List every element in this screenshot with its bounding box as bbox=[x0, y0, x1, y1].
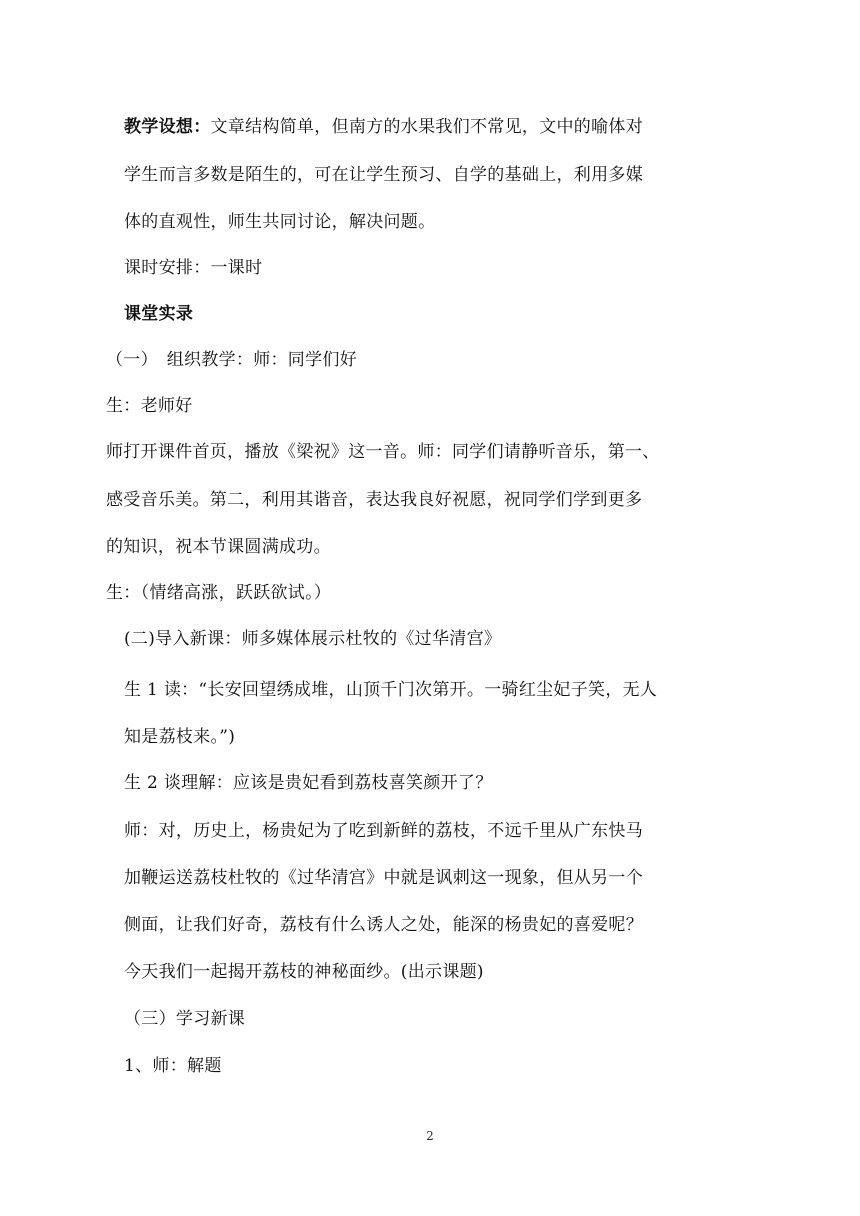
student-1-line-2: 知是荔枝来。”) bbox=[124, 727, 236, 747]
section-1-title: （一） 组织教学：师：同学们好 bbox=[106, 350, 357, 370]
teacher-line-2: 加鞭运送荔枝杜牧的《过华清宫》中就是讽刺这一现象，但从另一个 bbox=[124, 868, 643, 888]
section-3-title: （三）学习新课 bbox=[124, 1009, 246, 1029]
section-1-para-line-2: 感受音乐美。第二，利用其谐音，表达我良好祝愿，祝同学们学到更多 bbox=[106, 490, 643, 510]
record-heading: 课堂实录 bbox=[124, 304, 194, 324]
student-response: 生：（情绪高涨，跃跃欲试。） bbox=[106, 583, 332, 603]
teacher-line-1: 师：对，历史上，杨贵妃为了吃到新鲜的荔枝，不远千里从广东快马 bbox=[124, 821, 643, 841]
design-text-1: 文章结构简单，但南方的水果我们不常见，文中的喻体对 bbox=[210, 117, 643, 137]
section-1-para-line-3: 的知识，祝本节课圆满成功。 bbox=[106, 537, 331, 557]
schedule-line: 课时安排：一课时 bbox=[124, 258, 263, 278]
section-3-item-1: 1、师：解题 bbox=[124, 1056, 222, 1076]
design-line-2: 学生而言多数是陌生的，可在让学生预习、自学的基础上，利用多媒 bbox=[124, 165, 643, 185]
student-1-line-1: 生 1 读：“长安回望绣成堆，山顶千门次第开。一骑红尘妃子笑，无人 bbox=[124, 680, 658, 700]
student-2-line: 生 2 谈理解：应该是贵妃看到荔枝喜笑颜开了？ bbox=[124, 773, 493, 793]
page-number: 2 bbox=[426, 1129, 434, 1143]
design-line-3: 体的直观性，师生共同讨论，解决问题。 bbox=[124, 212, 436, 232]
section-2-title: (二)导入新课：师多媒体展示杜牧的《过华清宫》 bbox=[124, 629, 502, 649]
teacher-line-3: 侧面，让我们好奇，荔枝有什么诱人之处，能深的杨贵妃的喜爱呢？ bbox=[124, 915, 643, 935]
design-label: 教学设想： bbox=[124, 117, 211, 137]
design-line-1 bbox=[124, 116, 643, 138]
section-1-para-line-1: 师打开课件首页，播放《梁祝》这一音。师：同学们请静听音乐，第一、 bbox=[106, 442, 660, 462]
teacher-line-4: 今天我们一起揭开荔枝的神秘面纱。(出示课题) bbox=[124, 962, 484, 982]
student-reply: 生：老师好 bbox=[106, 396, 193, 416]
